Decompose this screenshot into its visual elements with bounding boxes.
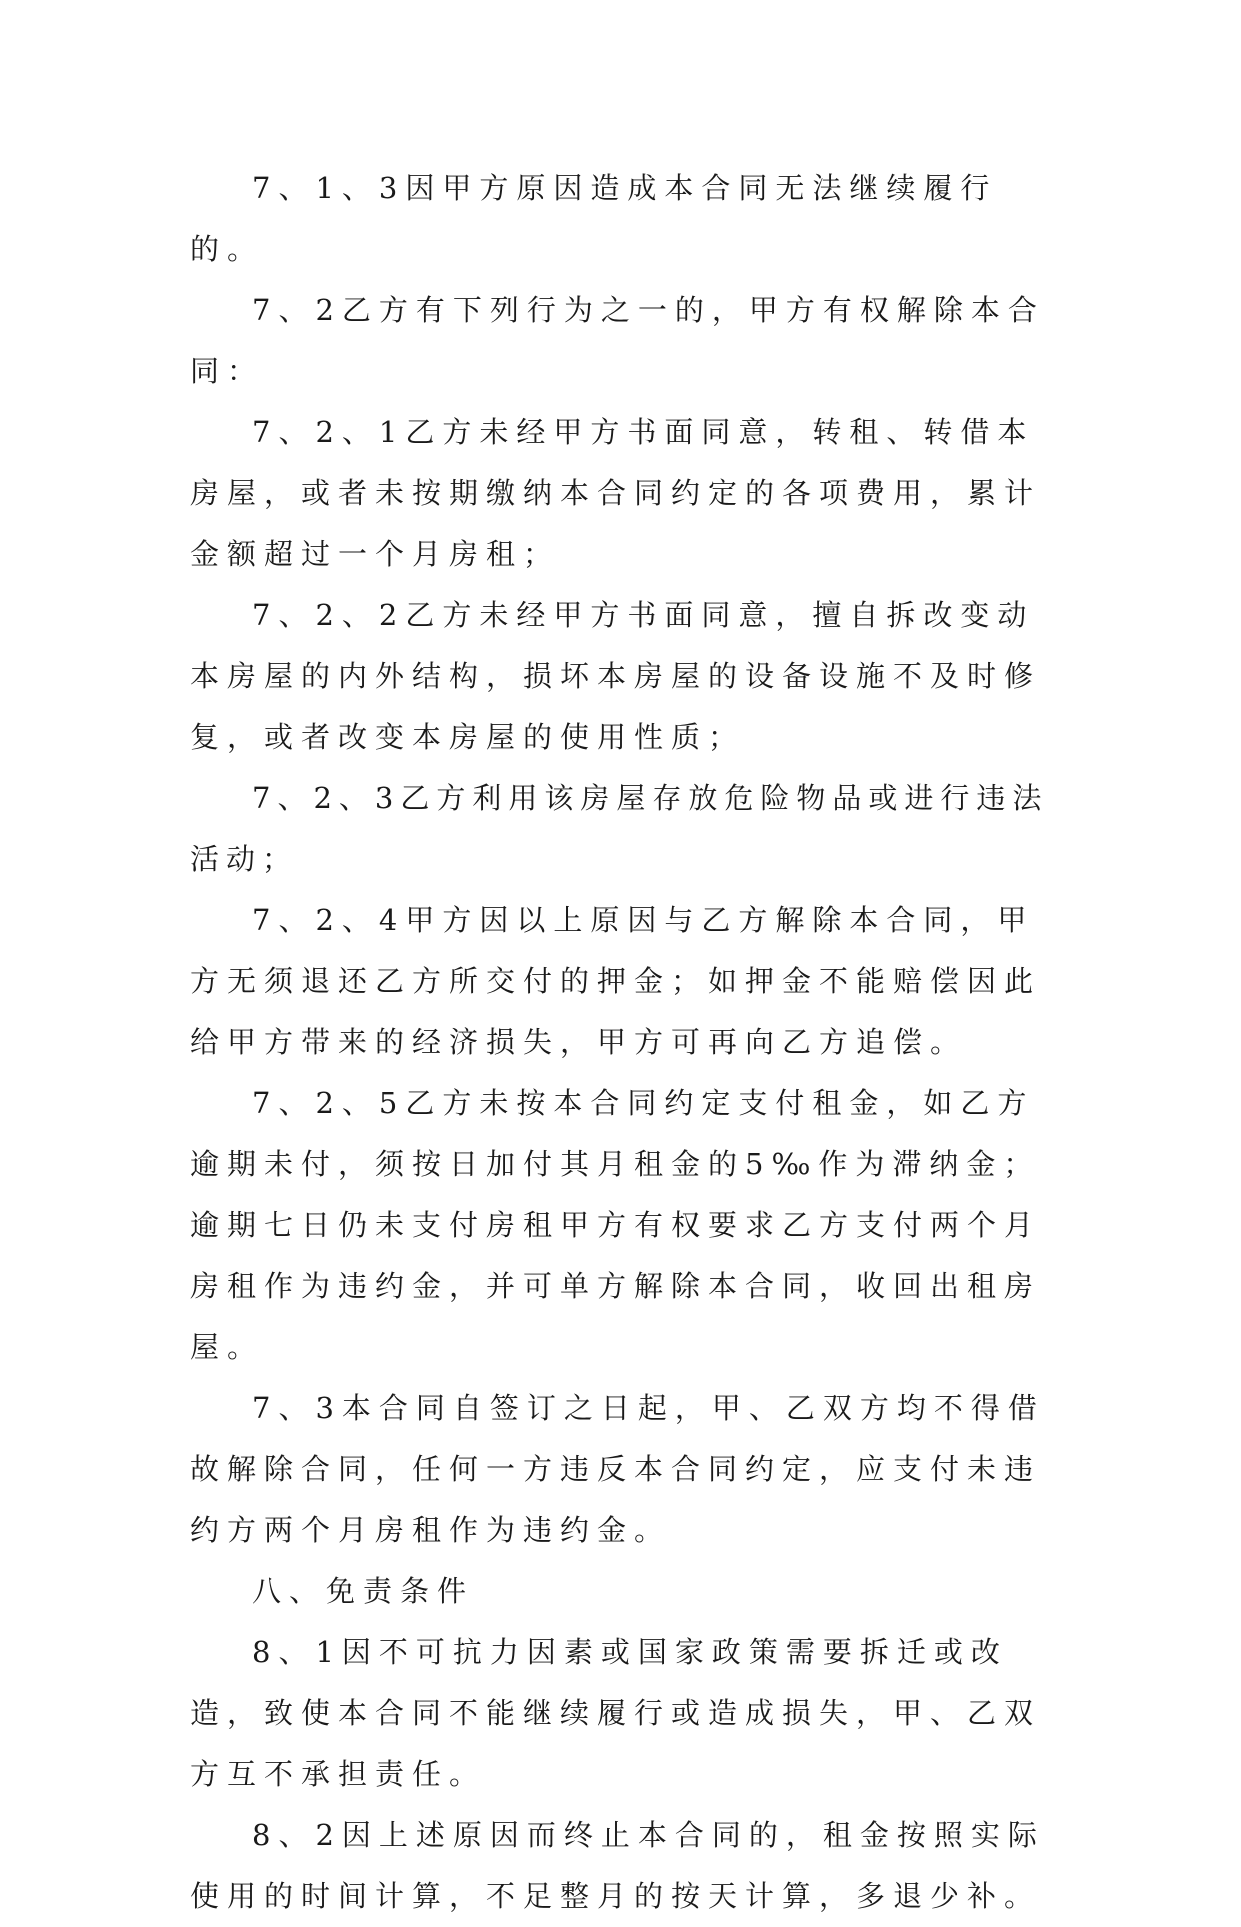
clause-8-2: 8、2因上述原因而终止本合同的，租金按照实际使用的时间计算，不足整月的按天计算，多退少补。 (190, 1818, 1045, 1913)
document-body (190, 158, 1050, 1927)
clause-7-1-3: 7、1、3因甲方原因造成本合同无法继续履行的。 (190, 171, 998, 266)
clause-7-2-2: 7、2、2乙方未经甲方书面同意，擅自拆改变动本房屋的内外结构，损坏本房屋的设备设施不及时修复，或者改变本房屋的使用性质； (190, 598, 1042, 754)
clause-7-2-1: 7、2、1乙方未经甲方书面同意，转租、转借本房屋，或者未按期缴纳本合同约定的各项费用，累计金额超过一个月房租； (190, 415, 1042, 571)
clause-7-2-5: 7、2、5乙方未按本合同约定支付租金，如乙方逾期未付，须按日加付其月租金的5‰作为滞纳金；逾期七日仍未支付房租甲方有权要求乙方支付两个月房租作为违约金，并可单方解除本合同，收回出租房屋。 (190, 1086, 1042, 1364)
clause-7-2-4: 7、2、4甲方因以上原因与乙方解除本合同，甲方无须退还乙方所交付的押金；如押金不能赔偿因此给甲方带来的经济损失，甲方可再向乙方追偿。 (190, 903, 1042, 1059)
clause-7-3: 7、3本合同自签订之日起，甲、乙双方均不得借故解除合同，任何一方违反本合同约定，应支付未违约方两个月房租作为违约金。 (190, 1391, 1045, 1547)
clause-7-2: 7、2乙方有下列行为之一的，甲方有权解除本合同： (190, 293, 1045, 388)
section-heading-8: 八、免责条件 (252, 1574, 475, 1608)
clause-7-2-3: 7、2、3乙方利用该房屋存放危险物品或进行违法活动； (190, 781, 1049, 876)
clause-8-1: 8、1因不可抗力因素或国家政策需要拆迁或改造，致使本合同不能继续履行或造成损失，甲、乙双方互不承担责任。 (190, 1635, 1042, 1791)
